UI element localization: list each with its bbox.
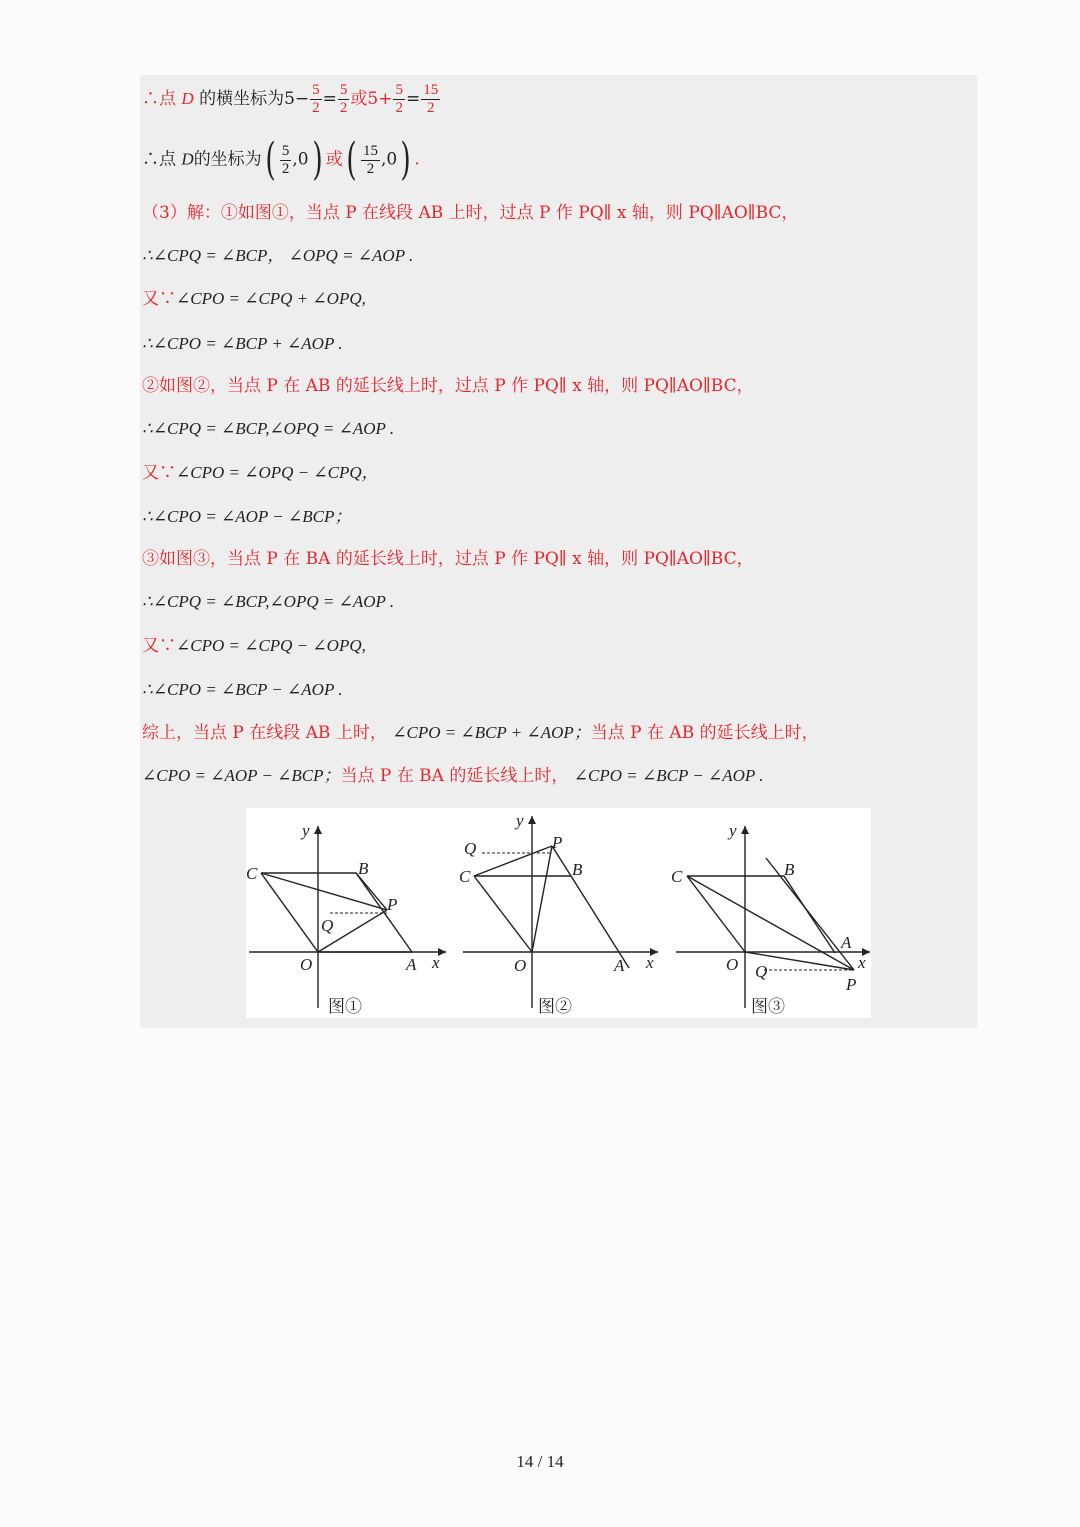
text: 当点 P 在 BA 的延长线上时，: [340, 766, 569, 786]
label-O: O: [300, 955, 313, 974]
text: 又∵: [142, 289, 176, 309]
label-A: A: [614, 956, 625, 975]
fraction: $\frac{5}{2}$: [281, 142, 290, 177]
label-x: x: [858, 953, 866, 972]
label-P: P: [552, 833, 563, 852]
fraction: $\frac{5}{2}$: [312, 82, 320, 116]
label-P: P: [846, 975, 857, 994]
label-B: B: [784, 860, 795, 879]
label-A: A: [841, 933, 852, 952]
text: =: [405, 89, 421, 109]
line-2: ∴点 D的坐标为( $\frac{5}{2}$ ,0) 或( $\frac{15}{2}$ ,0) .: [142, 134, 420, 185]
text: 又∵: [142, 463, 176, 483]
label-C: C: [671, 867, 683, 886]
line-11: ③如图③，当点 P 在 BA 的延长线上时，过点 P 作 PQ∥ x 轴，则 PQ∥AO∥BC，: [142, 549, 754, 569]
caption: 图①: [328, 997, 362, 1016]
label-x: x: [432, 953, 440, 972]
text: ∴点: [142, 89, 176, 109]
text: ,0: [380, 149, 398, 170]
text: .: [414, 149, 420, 170]
line-4: ∴∠CPQ = ∠BCP， ∠OPQ = ∠AOP .: [142, 246, 414, 265]
text: ,0: [292, 149, 309, 170]
line-15: [142, 722, 819, 744]
line-8: ∴∠CPQ = ∠BCP,∠OPQ = ∠AOP .: [142, 419, 395, 438]
figure-1: [246, 821, 446, 1016]
line-12: ∴∠CPQ = ∠BCP,∠OPQ = ∠AOP .: [142, 592, 395, 611]
line-1: [142, 82, 441, 117]
text: D: [181, 149, 194, 169]
line-13: [142, 635, 366, 657]
label-B: B: [572, 860, 583, 879]
label-Q: Q: [755, 962, 768, 981]
text: 或5+: [350, 89, 393, 109]
label-y: y: [516, 811, 524, 830]
text: 综上，当点 P 在线段 AB 上时，: [142, 723, 387, 743]
text: ∠CPO = ∠CPQ + ∠OPQ,: [176, 289, 366, 308]
label-C: C: [459, 867, 471, 886]
text: D: [181, 89, 194, 108]
text: 又∵: [142, 636, 176, 656]
text: 的坐标为: [193, 149, 262, 170]
line-3: （3）解：①如图①，当点 P 在线段 AB 上时，过点 P 作 PQ∥ x 轴，则 PQ∥AO∥BC，: [142, 203, 799, 223]
text: ∴点: [142, 149, 176, 170]
text: ∠CPO = ∠BCP − ∠AOP .: [573, 766, 764, 785]
line-14: ∴∠CPO = ∠BCP − ∠AOP .: [142, 680, 343, 699]
page-number: 14 / 14: [516, 1452, 564, 1471]
caption: 图②: [538, 997, 572, 1016]
text: 的横坐标为5−: [199, 89, 310, 109]
fraction: $\frac{5}{2}$: [395, 82, 403, 116]
text: =: [322, 89, 337, 109]
line-10: ∴∠CPO = ∠AOP − ∠BCP；: [142, 507, 352, 526]
text: ∠CPO = ∠CPQ − ∠OPQ,: [176, 636, 366, 655]
label-x: x: [646, 953, 654, 972]
label-O: O: [726, 955, 739, 974]
text: ∠CPO = ∠OPQ − ∠CPQ，: [176, 463, 379, 482]
label-P: P: [387, 895, 398, 914]
label-B: B: [358, 859, 369, 878]
label-Q: Q: [321, 916, 334, 935]
fraction: $\frac{15}{2}$: [423, 82, 439, 116]
caption: 图③: [751, 997, 785, 1016]
fraction: $\frac{15}{2}$: [362, 142, 378, 177]
label-y: y: [302, 821, 310, 840]
line-6: ∴∠CPO = ∠BCP + ∠AOP .: [142, 334, 343, 353]
text: ∠CPO = ∠AOP − ∠BCP；: [142, 766, 341, 785]
text: ∠CPO = ∠BCP + ∠AOP；: [392, 723, 591, 742]
figures: [246, 808, 871, 1018]
line-5: [142, 288, 366, 310]
label-C: C: [246, 864, 258, 883]
label-O: O: [514, 956, 527, 975]
line-7: ②如图②，当点 P 在 AB 的延长线上时，过点 P 作 PQ∥ x 轴，则 PQ∥AO∥BC，: [142, 376, 754, 396]
label-A: A: [406, 955, 417, 974]
figure-2: [459, 811, 658, 1016]
label-Q: Q: [464, 839, 477, 858]
figure-3: [671, 821, 870, 1016]
line-16: [142, 765, 763, 787]
text: 或: [325, 149, 343, 170]
text: 当点 P 在 AB 的延长线上时，: [590, 723, 819, 743]
fraction: $\frac{5}{2}$: [339, 82, 348, 116]
label-y: y: [729, 821, 737, 840]
line-9: [142, 462, 379, 484]
